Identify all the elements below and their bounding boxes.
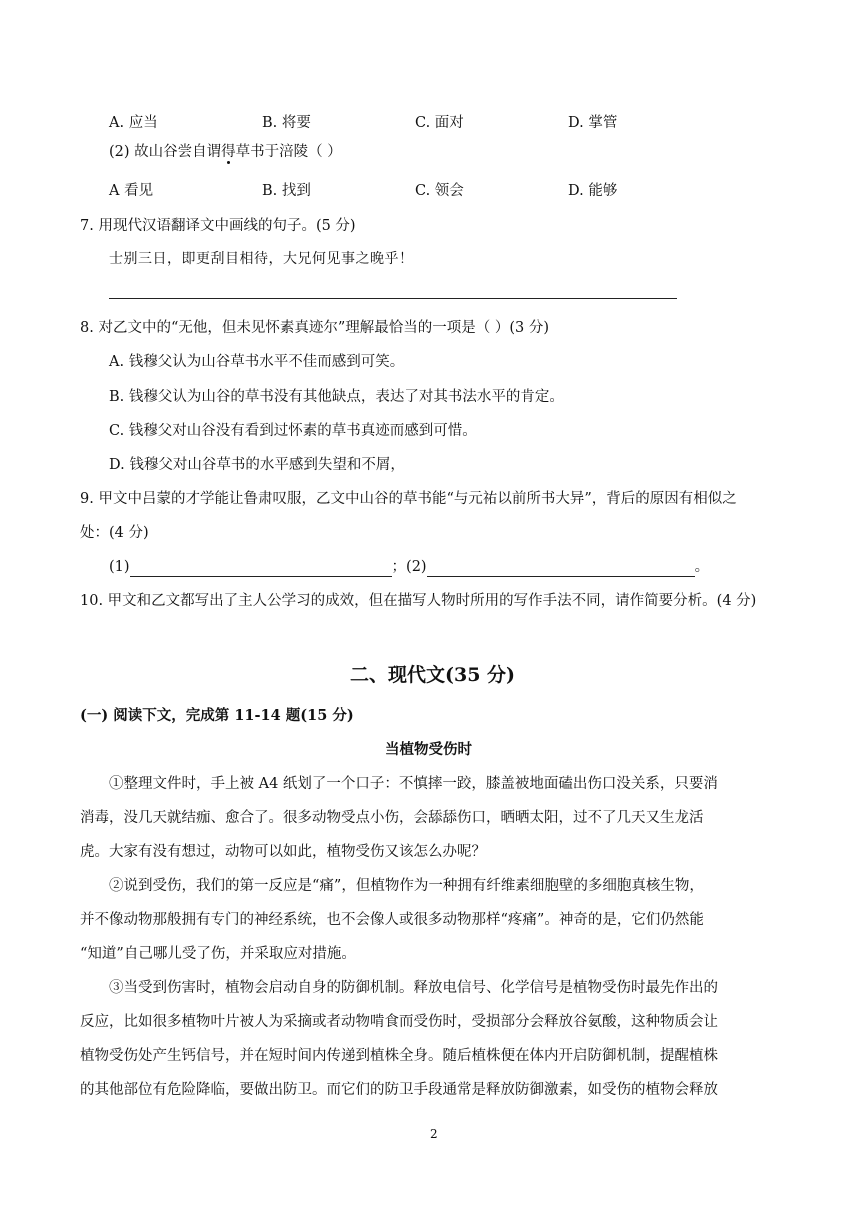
paragraph-1-line-2: 消毒，没几天就结痂、愈合了。很多动物受点小伤，会舔舔伤口，晒晒太阳，过不了几天又生龙活	[80, 810, 704, 826]
paragraph-2-line-3: “知道”自己哪儿受了伤，并采取应对措施。	[80, 946, 356, 962]
paragraph-2-line-2: 并不像动物那般拥有专门的神经系统，也不会像人或很多动物那样“疼痛”。神奇的是，它们仍然能	[80, 912, 704, 928]
q6-1-option-a: A. 应当	[109, 115, 158, 131]
q6-1-option-c: C. 面对	[415, 115, 464, 131]
q9-separator: ；(2)	[391, 559, 427, 575]
q6-2-option-d: D. 能够	[568, 183, 618, 199]
q7-answer-line[interactable]	[109, 298, 677, 299]
subsection-title: (一) 阅读下文，完成第 11-14 题(15 分)	[80, 707, 354, 724]
paragraph-1-line-3: 虎。大家有没有想过，动物可以如此，植物受伤又该怎么办呢？	[80, 844, 486, 860]
q6-2-stem-post: 草书于涪陵（ ）	[235, 144, 342, 160]
q8-option-c: C. 钱穆父对山谷没有看到过怀素的草书真迹而感到可惜。	[109, 423, 477, 439]
section-title: 二、现代文(35 分)	[350, 664, 516, 686]
q6-2-option-b: B. 找到	[262, 183, 311, 199]
paragraph-2-line-1: ②说到受伤，我们的第一反应是“痛”，但植物作为一种拥有纤维素细胞壁的多细胞真核生物，	[109, 878, 704, 894]
q6-2-option-a: A 看见	[109, 183, 154, 199]
paragraph-3-line-3: 植物受伤处产生钙信号，并在短时间内传递到植株全身。随后植株便在体内开启防御机制，提醒植株	[80, 1048, 718, 1064]
paragraph-3-line-1: ③当受到伤害时，植物会启动自身的防御机制。释放电信号、化学信号是植物受伤时最先作出的	[109, 980, 718, 996]
q6-1-option-b: B. 将要	[262, 115, 311, 131]
q8-option-b: B. 钱穆父认为山谷的草书没有其他缺点，表达了对其书法水平的肯定。	[109, 389, 564, 405]
page-number: 2	[430, 1127, 438, 1141]
q6-2-stem	[109, 142, 342, 162]
paragraph-3-line-2: 反应，比如很多植物叶片被人为采摘或者动物啃食而受伤时，受损部分会释放谷氨酸，这种物质会让	[80, 1014, 718, 1030]
q7-stem: 7. 用现代汉语翻译文中画线的句子。(5 分)	[80, 218, 356, 234]
q9-stem-line1: 9. 甲文中吕蒙的才学能让鲁肃叹服，乙文中山谷的草书能“与元祐以前所书大异”，背后的原因有相似之	[80, 491, 737, 507]
q9-blank-2[interactable]	[427, 560, 695, 577]
q8-stem: 8. 对乙文中的“无他，但未见怀素真迹尔”理解最恰当的一项是（ ）(3 分)	[80, 320, 550, 336]
paragraph-1-line-1: ①整理文件时，手上被 A4 纸划了一个口子：不慎摔一跤，膝盖被地面磕出伤口没关系，只要消	[109, 776, 718, 792]
q10-stem: 10. 甲文和乙文都写出了主人公学习的成效，但在描写人物时所用的写作手法不同，请作简要分析。(4 分)	[80, 593, 757, 609]
q9-blank1-label: (1)	[109, 559, 130, 575]
q6-2-emphasized-char: 得	[221, 144, 236, 160]
q8-option-d: D. 钱穆父对山谷草书的水平感到失望和不屑，	[109, 457, 405, 473]
q6-2-option-c: C. 领会	[415, 183, 464, 199]
q6-2-stem-pre: (2) 故山谷尝自谓	[109, 144, 222, 160]
paragraph-3-line-4: 的其他部位有危险降临，要做出防卫。而它们的防卫手段通常是释放防御激素，如受伤的植物会释放	[80, 1082, 718, 1098]
article-title: 当植物受伤时	[385, 741, 472, 758]
q6-1-option-d: D. 掌管	[568, 115, 618, 131]
q9-answer-row	[109, 557, 709, 577]
q8-option-a: A. 钱穆父认为山谷草书水平不佳而感到可笑。	[109, 354, 405, 370]
q9-stem-line2: 处：(4 分)	[80, 525, 149, 541]
q9-end: 。	[694, 559, 710, 575]
q7-quote: 士别三日，即更刮目相待，大兄何见事之晚乎！	[109, 251, 414, 267]
q9-blank-1[interactable]	[130, 560, 392, 577]
